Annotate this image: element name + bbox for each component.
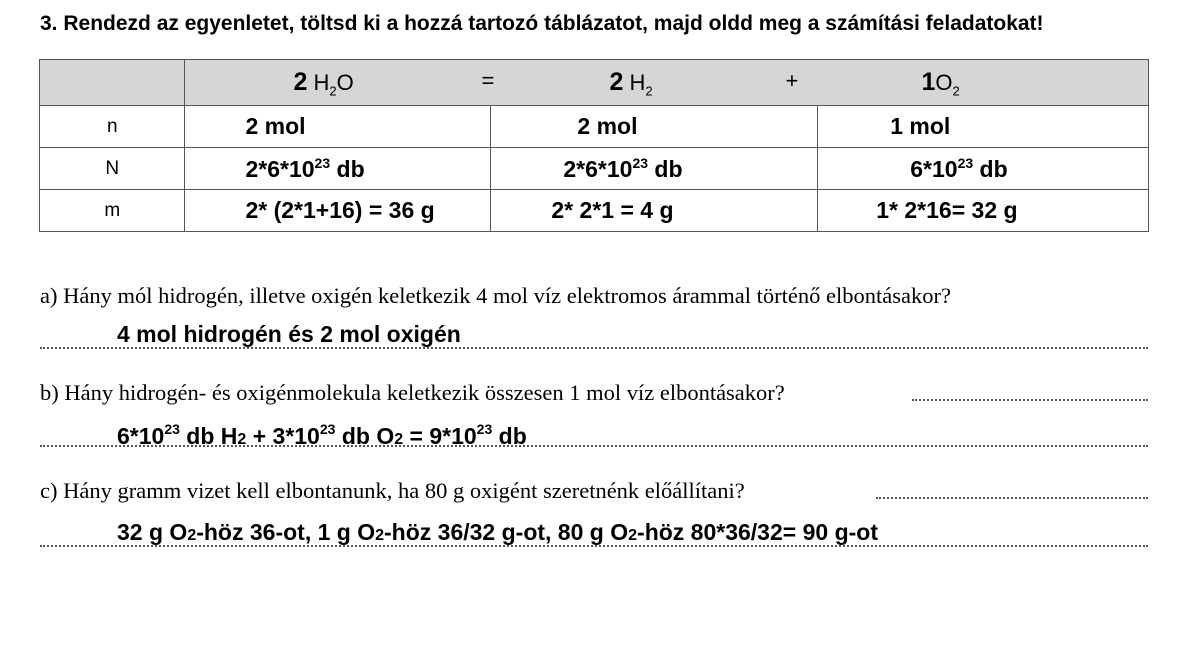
table-cell: 1* 2*16= 32 g [818, 190, 1149, 232]
product-oxygen: $1O_2$ [921, 68, 960, 99]
row-label: n [40, 106, 185, 148]
table-cell: $2*6*10^{23}$ db [185, 148, 491, 190]
row-label: N [40, 148, 185, 190]
reaction-table [39, 59, 1149, 232]
answer-a: 4 mol hidrogén és 2 mol oxigén [117, 321, 461, 347]
table-row [40, 106, 1149, 148]
equation-row [40, 60, 1149, 106]
equation-cell [185, 60, 1149, 106]
question-b: b) Hány hidrogén- és oxigénmolekula keletkezik összesen 1 mol víz elbontásakor? [40, 380, 785, 405]
question-b-dots [912, 399, 1148, 401]
table-cell: $6*10^{23}$ db [818, 148, 1149, 190]
question-a: a) Hány mól hidrogén, illetve oxigén keletkezik 4 mol víz elektromos árammal történő elbontásakor? [40, 283, 951, 308]
table-cell: 2 mol [491, 106, 818, 148]
table-cell: 2* 2*1 = 4 g [491, 190, 818, 232]
table-row [40, 148, 1149, 190]
table-cell: 1 mol [818, 106, 1149, 148]
reactant-water: 2 $H_2O$ [293, 68, 354, 99]
product-hydrogen: 2 $H_2$ [609, 68, 653, 99]
exercise-title: 3. Rendezd az egyenletet, töltsd ki a hozzá tartozó táblázatot, majd oldd meg a számítási feladatokat! [40, 12, 1044, 35]
table-row [40, 190, 1149, 232]
equals-sign: = [481, 68, 495, 93]
row-label: m [40, 190, 185, 232]
table-cell: $2*6*10^{23}$ db [491, 148, 818, 190]
question-c: c) Hány gramm vizet kell elbontanunk, ha 80 g oxigént szeretnénk előállítani? [40, 478, 745, 503]
question-c-dots [876, 497, 1148, 499]
answer-c: 32 g O2-höz 36-ot, 1 g O2-höz 36/32 g-ot, 80 g O2-höz 80*36/32= 90 g-ot [117, 519, 878, 545]
answer-b: $6*10^{23}$ db $H2 + 3*10^{23}$ db $O2 = 9*10^{23}$ db [117, 421, 527, 449]
header-empty-cell [40, 60, 185, 106]
table-cell: 2 mol [185, 106, 491, 148]
plus-sign: + [785, 68, 799, 93]
table-cell: 2* (2*1+16) = 36 g [185, 190, 491, 232]
